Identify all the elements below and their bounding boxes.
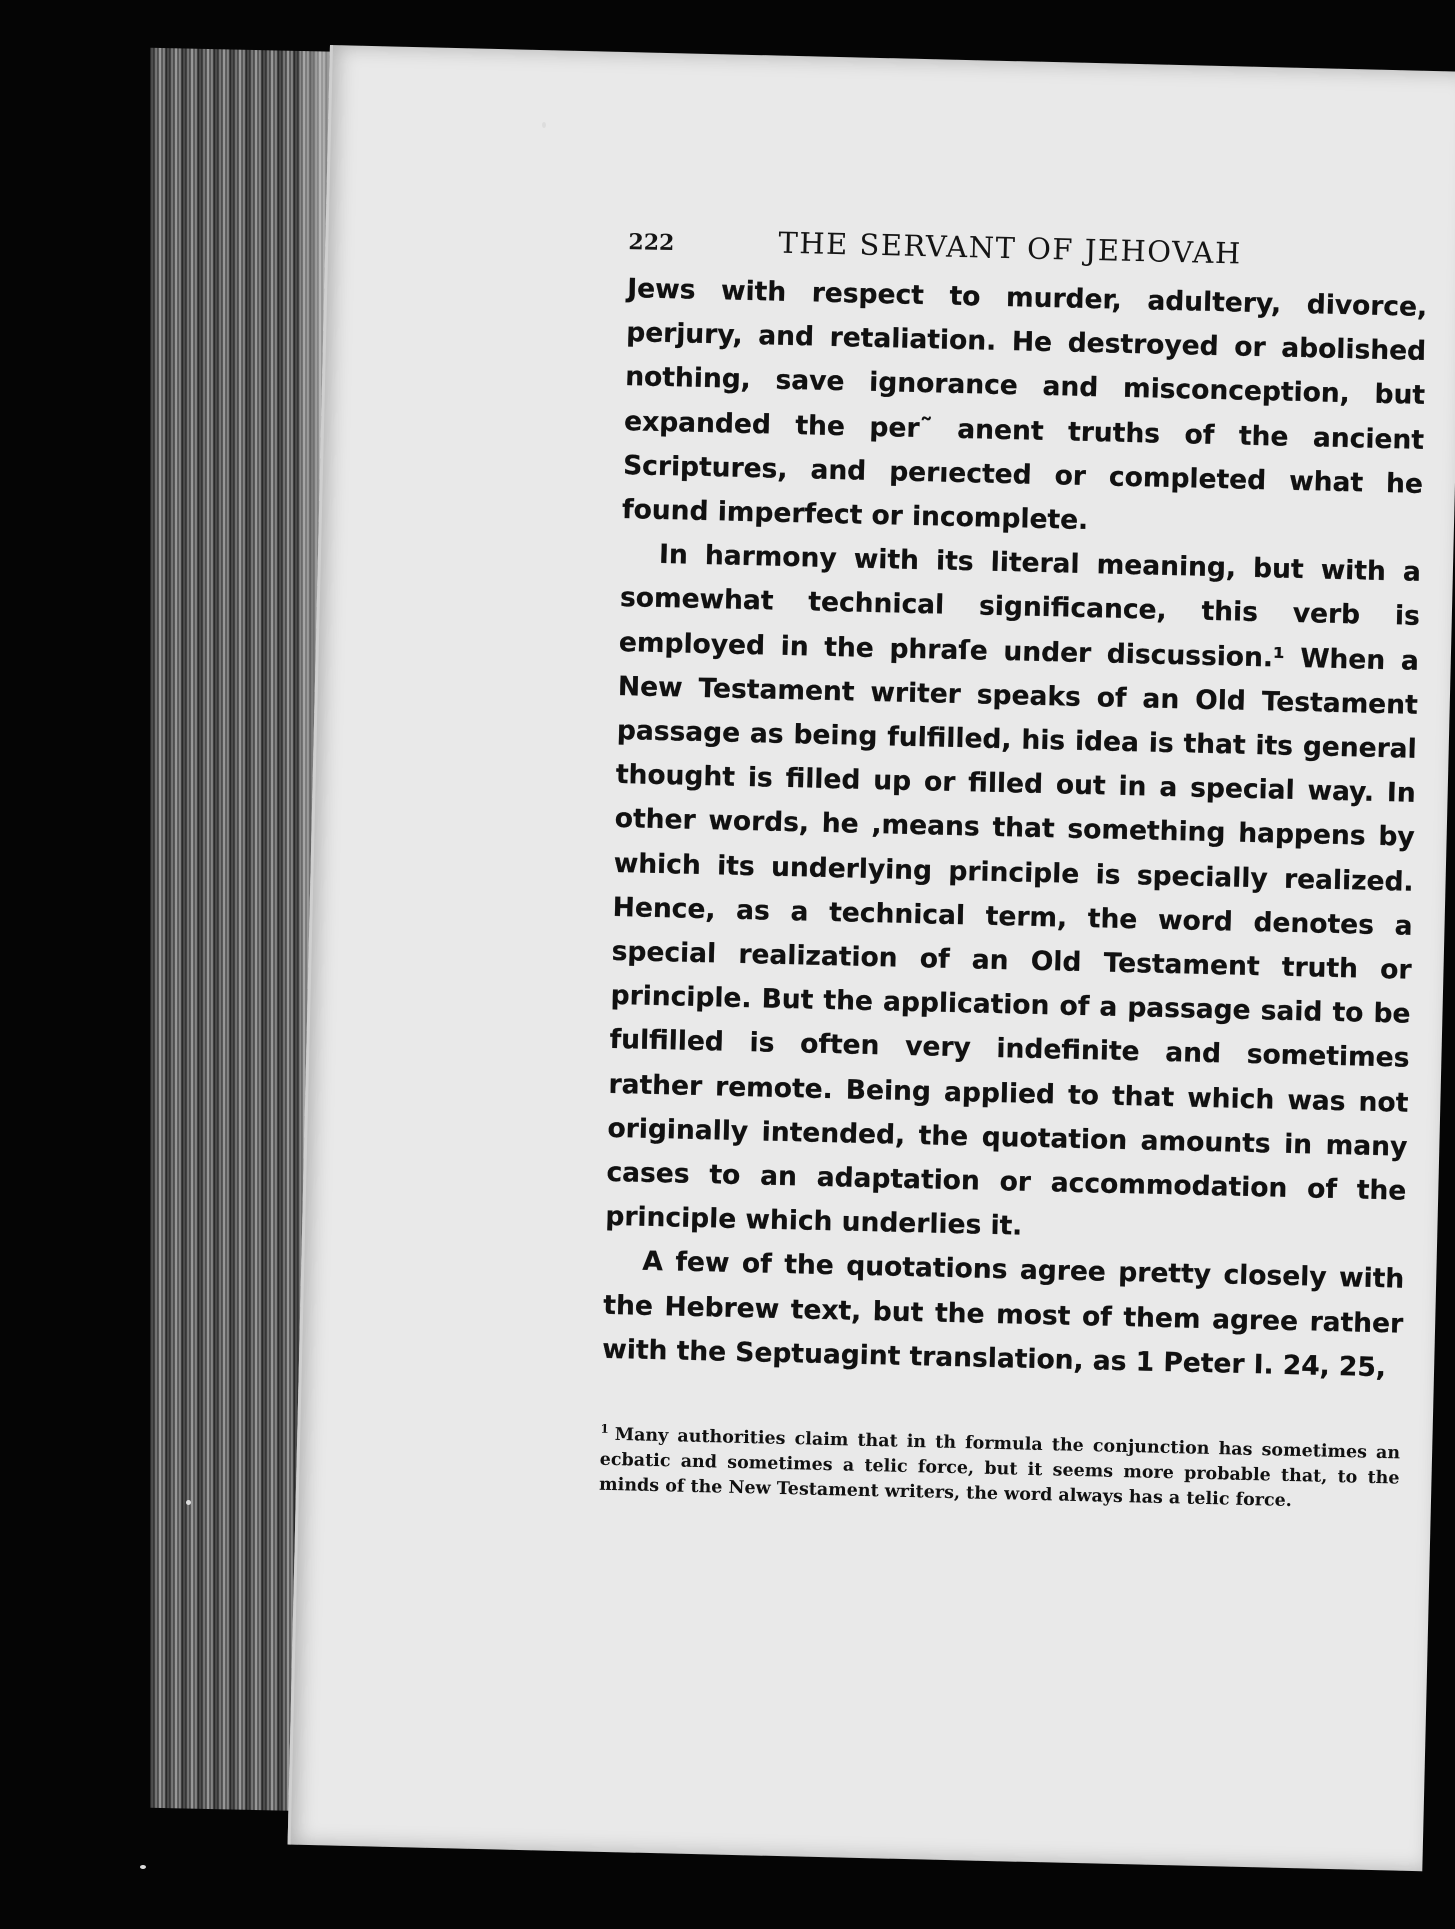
paragraph: In harmony with its literal meaning, but with a somewhat technical significance, this verb is employed in the phraſe under discussion.¹ When a New Testament writer speaks of an Old Testament passage as being fulfilled, his idea is that its general thought is filled up or filled out in a special way. In other words, he ,means that something happens by which its underlying principle is specially realized. Hence, as a technical term, the word denotes a special realization of an Old Testament truth or principle. But the application of a passage said to be fulfilled is often very indefinite and sometimes rather remote. Being applied to that which was not originally intended, the quotation amounts in many cases to an adaptation or accommodation of the principle which underlies it. xyxy=(605,539,1422,1242)
scan-speck xyxy=(140,1865,146,1869)
page-area xyxy=(288,45,1455,1871)
footnote-text: Many authorities claim that in th formula the conjunction has sometimes an ecbatic and sometimes a telic force, but it seems more probable that, to the minds of the New Testament writers, the word always has a telic force. xyxy=(598,1424,1401,1511)
paragraph: Jews with respect to murder, adultery, divorce, perjury, and retaliation. He destroyed or abolished nothing, save ignorance and misconception, but expanded the per˜ anent truths of the ancient Scriptures, and perıected or completed what he found imperfect or incomplete. xyxy=(621,273,1428,537)
running-head xyxy=(628,222,1455,276)
book-page xyxy=(288,45,1455,1871)
body-text xyxy=(602,267,1428,1391)
running-head-title: THE SERVANT OF JEHOVAH xyxy=(778,225,1243,271)
footnote xyxy=(599,1417,1401,1517)
scan-speck xyxy=(186,1500,191,1505)
paragraph: A few of the quotations agree pretty closely with the Hebrew text, but the most of them agree rather with the Septuagint translation, as 1 Peter I. 24, 25, xyxy=(601,1246,1405,1384)
page-number: 222 xyxy=(628,229,675,257)
scan-speck xyxy=(542,122,546,128)
footnote-marker: 1 xyxy=(600,1421,609,1436)
